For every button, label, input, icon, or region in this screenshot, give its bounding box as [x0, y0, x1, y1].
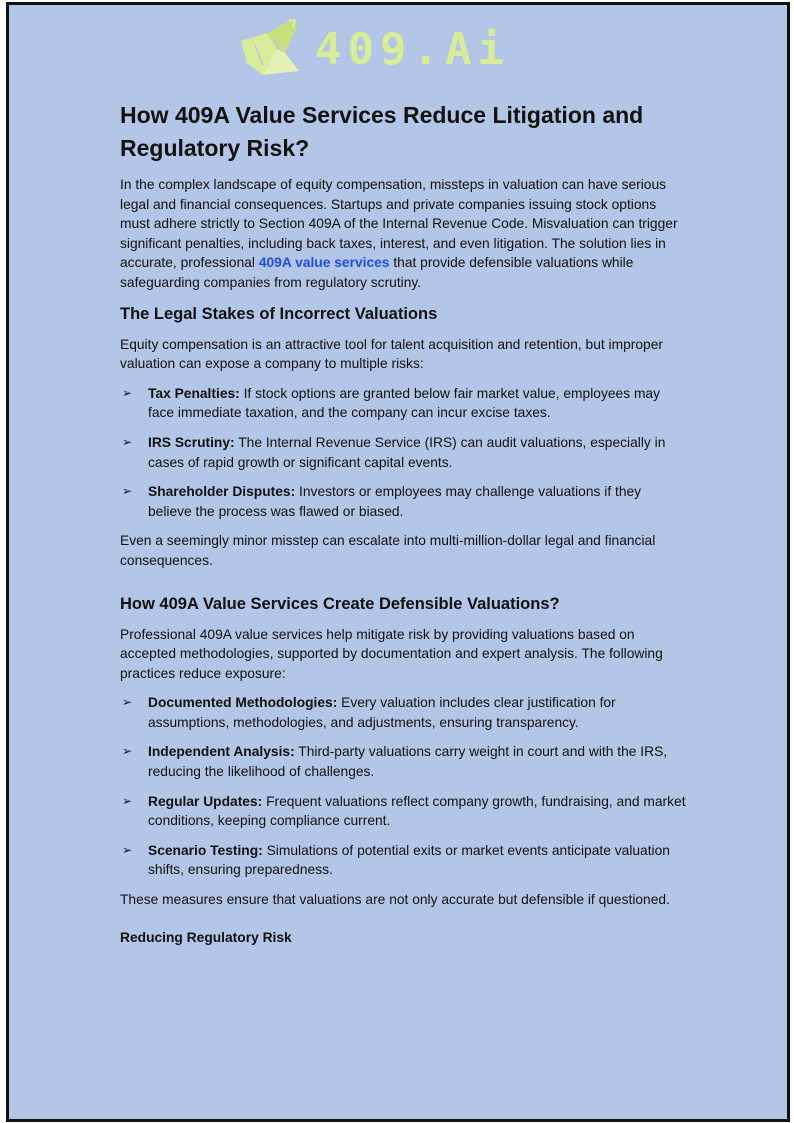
arrow-bullet-icon: ➢	[122, 695, 133, 710]
bullet-term: Shareholder Disputes:	[148, 484, 296, 500]
arrow-bullet-icon: ➢	[122, 842, 133, 857]
bullet-term: Scenario Testing:	[148, 842, 263, 858]
section1-bullet-list	[120, 384, 686, 522]
bullet-text: Frequent valuations reflect company growth, fundraising, and market conditions, keeping compliance current.	[148, 793, 686, 829]
list-item	[120, 693, 686, 732]
list-item	[120, 841, 686, 880]
brand-logo	[237, 17, 510, 81]
bullet-term: IRS Scrutiny:	[148, 434, 235, 450]
arrow-bullet-icon: ➢	[122, 385, 133, 400]
arrow-bullet-icon: ➢	[122, 484, 133, 499]
bullet-text: The Internal Revenue Service (IRS) can audit valuations, especially in cases of rapid growth or significant capital events.	[148, 434, 666, 470]
section1-lead: Equity compensation is an attractive tool for talent acquisition and retention, but improper valuation can expose a company to multiple risks:	[120, 336, 663, 372]
bullet-term: Independent Analysis:	[148, 744, 295, 760]
origami-crane-icon	[237, 19, 303, 79]
bullet-term: Documented Methodologies:	[148, 695, 338, 711]
document-page	[6, 2, 790, 1122]
section-heading-regulatory-risk: Reducing Regulatory Risk	[120, 929, 292, 945]
section2-closing: These measures ensure that valuations are not only accurate but defensible if questioned.	[120, 892, 670, 908]
intro-text: In the complex landscape of equity compensation, missteps in valuation can have serious legal and financial consequences. Startups and private companies issuing stock options must adhere strictly to Section 409A of the Internal Revenue Code. Misvaluation can trigger significant penalties, including back taxes, interest, and even litigation. The solution lies in accurate, professional	[120, 177, 678, 271]
section-heading-defensible-valuations: How 409A Value Services Create Defensible Valuations?	[120, 594, 560, 613]
list-item	[120, 433, 686, 472]
section2-bullet-list	[120, 693, 686, 880]
list-item	[120, 742, 686, 781]
arrow-bullet-icon: ➢	[122, 434, 133, 449]
arrow-bullet-icon: ➢	[122, 744, 133, 759]
section-heading-legal-stakes: The Legal Stakes of Incorrect Valuations	[120, 304, 438, 323]
intro-paragraph	[120, 175, 686, 293]
arrow-bullet-icon: ➢	[122, 793, 133, 808]
bullet-text: Simulations of potential exits or market events anticipate valuation shifts, ensuring preparedness.	[148, 842, 670, 878]
bullet-text: Investors or employees may challenge valuations if they believe the process was flawed or biased.	[148, 484, 642, 519]
409a-value-services-link[interactable]: 409A value services	[258, 255, 390, 271]
article-body	[120, 99, 686, 947]
bullet-text: If stock options are granted below fair market value, employees may face immediate taxation, and the company can incur excise taxes.	[148, 385, 661, 421]
bullet-term: Tax Penalties:	[148, 385, 240, 401]
list-item	[120, 384, 686, 423]
list-item	[120, 482, 686, 521]
intro-text-end: that provide defensible valuations while safeguarding companies from regulatory scrutiny.	[120, 255, 634, 290]
bullet-term: Regular Updates:	[148, 793, 263, 809]
section2-lead: Professional 409A value services help mitigate risk by providing valuations based on accepted methodologies, supported by documentation and expert analysis. The following practices reduce exposure:	[120, 626, 663, 681]
list-item	[120, 792, 686, 831]
section1-closing: Even a seemingly minor misstep can escalate into multi-million-dollar legal and financial consequences.	[120, 533, 656, 568]
bullet-text: Third-party valuations carry weight in court and with the IRS, reducing the likelihood of challenges.	[148, 744, 668, 780]
article-title: How 409A Value Services Reduce Litigation and Regulatory Risk?	[120, 102, 644, 161]
brand-name: 409.Ai	[315, 23, 510, 75]
bullet-text: Every valuation includes clear justification for assumptions, methodologies, and adjustments, ensuring transparency.	[148, 695, 616, 730]
